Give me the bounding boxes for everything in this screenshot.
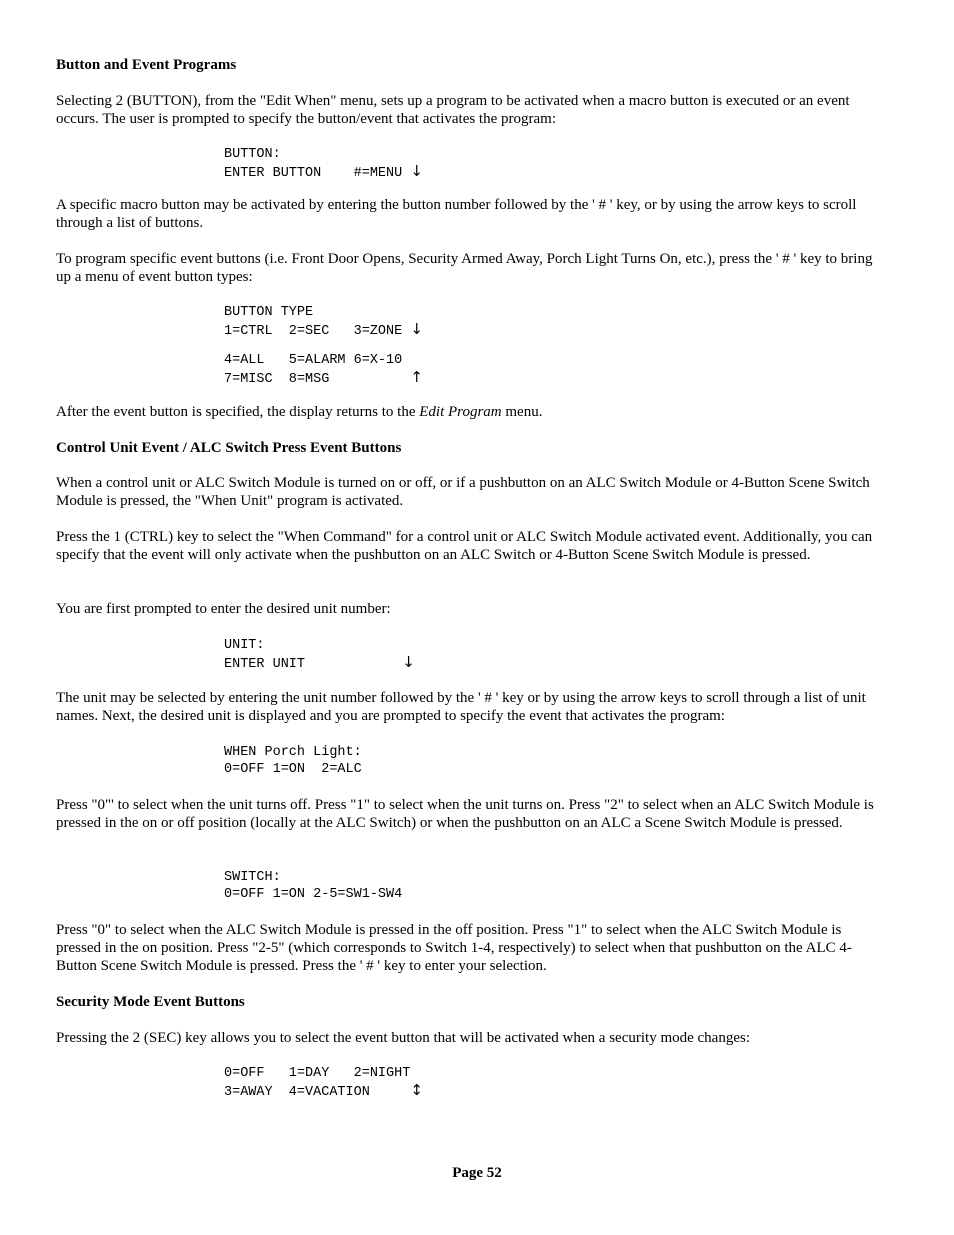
code-line: 0=OFF 1=DAY 2=NIGHT bbox=[224, 1066, 411, 1081]
paragraph: Selecting 2 (BUTTON), from the "Edit When" menu, sets up a program to be activated when a macro button is executed or an event occurs. The user is prompted to specify the button/event that activates the program: bbox=[56, 93, 850, 127]
arrow-up-down-icon: ↕ bbox=[410, 1081, 423, 1099]
arrow-down-icon: ↓ bbox=[410, 162, 423, 180]
code-line: 3=AWAY 4=VACATION bbox=[224, 1085, 370, 1100]
section-heading-security-mode: Security Mode Event Buttons bbox=[56, 994, 245, 1010]
paragraph: Pressing the 2 (SEC) key allows you to select the event button that will be activated when a security mode changes: bbox=[56, 1030, 750, 1046]
code-line: UNIT: bbox=[224, 638, 265, 653]
code-line: 0=OFF 1=ON 2-5=SW1-SW4 bbox=[224, 887, 403, 902]
code-line: 0=OFF 1=ON 2=ALC bbox=[224, 762, 362, 777]
emphasis-edit-program: Edit Program bbox=[419, 404, 502, 420]
code-line: SWITCH: bbox=[224, 870, 281, 885]
code-line: BUTTON TYPE bbox=[224, 305, 314, 320]
paragraph: Press "0"' to select when the unit turns off. Press "1" to select when the unit turns on. Press "2" to select when an ALC Switch Module is pressed in the on or off position (locally at the ALC Switch) or when the pushbutton on an ALC a Scene Switch Module is pressed. bbox=[56, 797, 874, 831]
paragraph: When a control unit or ALC Switch Module is turned on or off, or if a pushbutton on an ALC Switch Module or 4-Button Scene Switch Module is pressed, the "When Unit" program is activated. bbox=[56, 475, 870, 509]
display-code-block bbox=[224, 637, 415, 673]
paragraph: To program specific event buttons (i.e. Front Door Opens, Security Armed Away, Porch Light Turns On, etc.), press the ' # ' key to bring up a menu of event button types: bbox=[56, 251, 873, 285]
paragraph: The unit may be selected by entering the unit number followed by the ' # ' key or by using the arrow keys to scroll through a list of unit names. Next, the desired unit is displayed and you are prompted to specify the event that activates the program: bbox=[56, 690, 866, 724]
code-line: 1=CTRL 2=SEC 3=ZONE bbox=[224, 324, 403, 339]
paragraph: Press the 1 (CTRL) key to select the "When Command" for a control unit or ALC Switch Module activated event. Additionally, you can specify that the event will only activate when the pushbutton on an ALC Switch or 4-Button Scene Switch Module is pressed. bbox=[56, 529, 873, 563]
page-number: Page 52 bbox=[452, 1165, 502, 1181]
code-line: ENTER UNIT bbox=[224, 657, 306, 672]
paragraph: A specific macro button may be activated by entering the button number followed by the ' # ' key, or by using the arrow keys to scroll through a list of buttons. bbox=[56, 197, 857, 231]
code-line: BUTTON: bbox=[224, 147, 281, 162]
display-code-block bbox=[224, 352, 423, 388]
code-line: WHEN Porch Light: bbox=[224, 745, 362, 760]
arrow-down-icon: ↓ bbox=[410, 320, 423, 338]
code-line: 7=MISC 8=MSG bbox=[224, 372, 330, 387]
display-code-block bbox=[224, 1065, 423, 1101]
code-line: ENTER BUTTON #=MENU bbox=[224, 166, 403, 181]
paragraph: You are first prompted to enter the desired unit number: bbox=[56, 601, 391, 617]
section-heading-button-event-programs: Button and Event Programs bbox=[56, 57, 237, 73]
display-code-block bbox=[224, 304, 423, 340]
arrow-up-icon: ↑ bbox=[410, 368, 423, 386]
display-code-block bbox=[224, 869, 402, 903]
code-line: 4=ALL 5=ALARM 6=X-10 bbox=[224, 353, 403, 368]
paragraph: After the event button is specified, the display returns to the Edit Program menu. bbox=[56, 404, 543, 420]
section-heading-control-unit-event: Control Unit Event / ALC Switch Press Event Buttons bbox=[56, 440, 402, 456]
display-code-block bbox=[224, 146, 423, 182]
display-code-block bbox=[224, 744, 362, 778]
arrow-down-icon: ↓ bbox=[402, 653, 415, 671]
paragraph: Press "0" to select when the ALC Switch Module is pressed in the off position. Press "1" to select when the ALC Switch Module is pressed in the on position. Press "2-5" (which corresponds to Switch 1-4, respectively) to select when that pushbutton on the ALC 4-Button Scene Switch Module is pressed. Press the ' # ' key to enter your selection. bbox=[56, 922, 852, 974]
